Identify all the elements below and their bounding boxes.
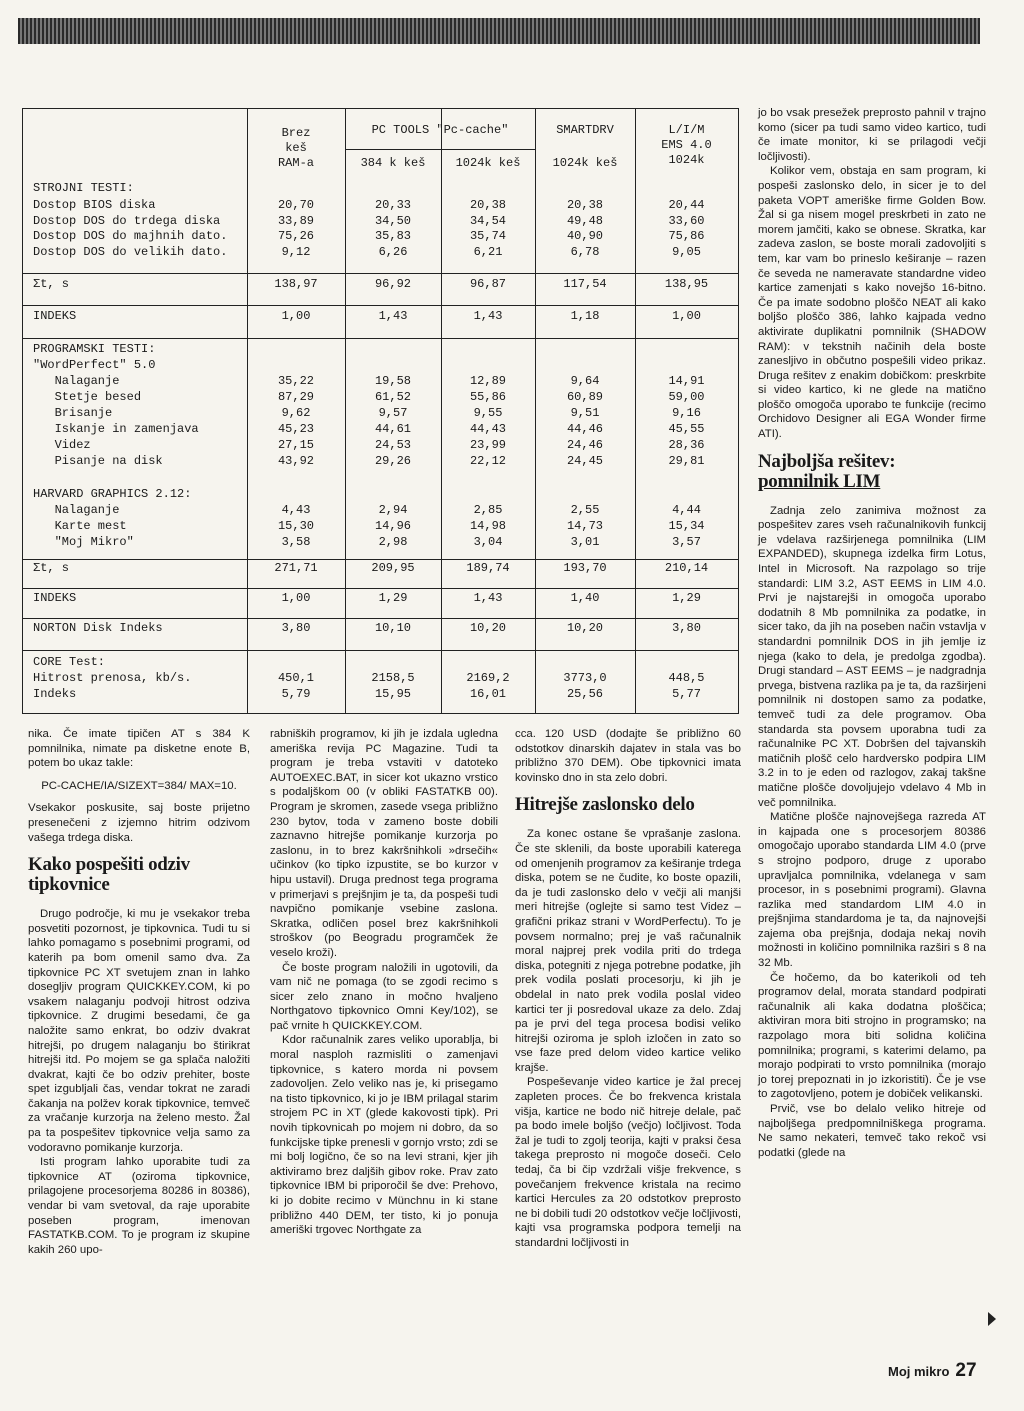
table-row-label: Dostop BIOS diska — [33, 198, 156, 212]
table-cell: 16,01 — [469, 687, 506, 701]
table-cell: 40,90 — [566, 229, 603, 243]
table-cell: 14,98 — [469, 519, 506, 533]
magazine-name: Moj mikro — [888, 1364, 950, 1379]
table-cell: 10,20 — [566, 621, 603, 635]
table-cell: 450,1 — [277, 671, 314, 685]
table-cell: 15,95 — [374, 687, 411, 701]
paragraph: nika. Če imate tipičen AT s 384 K pomnilnika, nimate pa disketne enote B, potem bo ukaz takle: — [28, 728, 250, 770]
table-cell: 193,70 — [563, 561, 607, 575]
table-cell: 33,60 — [668, 214, 705, 228]
table-row-label: Nalaganje — [33, 503, 120, 517]
article-column-2 — [270, 727, 498, 1238]
table-cell: 44,61 — [374, 422, 411, 436]
table-cell: 35,83 — [374, 229, 411, 243]
table-row-label: Brisanje — [33, 406, 113, 420]
table-cell: 210,14 — [664, 561, 709, 575]
table-row-label: Pisanje na disk — [33, 454, 163, 468]
table-cell: 20,38 — [469, 198, 506, 212]
table-cell: 3,80 — [672, 621, 701, 635]
table-row-label: Karte mest — [33, 519, 127, 533]
table-cell: 271,71 — [274, 561, 318, 575]
table-cell: 45,23 — [277, 422, 314, 436]
table-cell: 61,52 — [374, 390, 411, 404]
table-cell: 2,94 — [378, 503, 408, 517]
table-cell: 24,45 — [566, 454, 603, 468]
table-row-label: Dostop DOS do trdega diska — [33, 214, 221, 228]
section-heading: Kako pospešiti odziv tipkovnice — [28, 854, 190, 896]
table-cell: 43,92 — [277, 454, 314, 468]
table-cell: 2,85 — [473, 503, 503, 517]
table-cell: 1,00 — [672, 309, 701, 323]
table-cell: 20,70 — [277, 198, 314, 212]
table-cell: 24,46 — [566, 438, 603, 452]
table-cell: 20,33 — [374, 198, 411, 212]
table-cell: 1,18 — [570, 309, 600, 323]
header-brez-3: RAM-a — [277, 156, 314, 170]
table-row-label: HARVARD GRAPHICS 2.12: — [33, 487, 192, 501]
table-cell: 2,98 — [378, 535, 408, 549]
table-cell: 15,30 — [277, 519, 314, 533]
table-cell: 10,10 — [374, 621, 411, 635]
table-cell: 14,96 — [374, 519, 411, 533]
table-cell: 4,44 — [672, 503, 701, 517]
table-cell: 138,97 — [274, 277, 318, 291]
table-cell: 3,01 — [570, 535, 600, 549]
article-column-1 — [28, 727, 250, 1257]
section-heading: Hitrejše zaslonsko delo — [515, 794, 695, 816]
table-cell: 2169,2 — [466, 671, 510, 685]
table-cell: 9,16 — [672, 406, 701, 420]
table-cell: 4,43 — [281, 503, 311, 517]
paragraph: Kdor računalnik zares veliko uporablja, bi moral nasploh razmisliti o zamenjavi tipkovnice, s katero morda ni povsem zadovoljen. Zelo veliko nas je, ki prisegamo na tisto tipkovnico, ki jo je IBM prilagal starim strojem PC in XT (glede kakovosti tipk). Pri novih tipkovnicah po mojem ni dobro, da so funkcijske tipke prenesli v gornjo vrsto; zdi se mi bolj logično, če so na levi strani, kjer jih aktiviramo brez daljših gibov roke. Prav zato tipkovnice IBM bi priporočil še dve: Prehovo, ki jo dobite recimo v Münchnu in ki stane približno 440 DEM, ter tisto, ki jo ponuja ameriški trgovec Northgate za — [270, 1034, 498, 1237]
table-row-label: Dostop DOS do majhnih dato. — [33, 229, 228, 243]
table-row-label: Indeks — [33, 687, 77, 701]
header-pctools-384: 384 k keš — [360, 156, 426, 170]
table-cell: 6,26 — [378, 245, 408, 259]
table-cell: 12,89 — [469, 374, 506, 388]
paragraph: jo bo vsak presežek preprosto pahnil v trajno komo (sicer pa tudi samo video kartico, tudi če imate monitor, ki se prilagodi večji ločljivosti). — [758, 107, 986, 163]
table-cell: 29,81 — [668, 454, 705, 468]
table-cell: 28,36 — [668, 438, 705, 452]
paragraph: Vsekakor poskusite, saj boste prijetno presenečeni z izjemno hitrim odzivom vašega trdega diska. — [28, 802, 250, 844]
table-cell: 22,12 — [469, 454, 506, 468]
section-heading: Najboljša rešitev: pomnilnik LIM — [758, 450, 896, 492]
table-cell: 3,80 — [281, 621, 311, 635]
table-cell: 49,48 — [566, 214, 603, 228]
table-row-label: PROGRAMSKI TESTI: — [33, 342, 156, 356]
table-cell: 6,78 — [570, 245, 600, 259]
table-cell: 138,95 — [664, 277, 709, 291]
table-cell: 1,00 — [281, 591, 311, 605]
table-row-label: Σt, s — [33, 561, 70, 575]
table-row-label: Σt, s — [33, 277, 70, 291]
table-cell: 3773,0 — [563, 671, 607, 685]
page-number: 27 — [955, 1360, 977, 1381]
table-cell: 9,62 — [281, 406, 311, 420]
table-cell: 5,77 — [672, 687, 701, 701]
table-cell: 27,15 — [277, 438, 314, 452]
table-cell: 9,05 — [672, 245, 701, 259]
table-cell: 60,89 — [566, 390, 603, 404]
table-cell: 9,12 — [281, 245, 311, 259]
table-row-label: CORE Test: — [33, 655, 106, 669]
table-cell: 189,74 — [466, 561, 510, 575]
table-cell: 14,73 — [566, 519, 603, 533]
table-row-label: Iskanje in zamenjava — [33, 422, 199, 436]
paragraph: rabniških programov, ki jih je izdala ugledna ameriška revija PC Magazine. Tudi ta program je treba vstaviti v datoteko AUTOEXEC.BAT, in sicer kot ukazno vrstico s podaljškom 00 (v obliki FASTATKB 00). Program je skromen, zasede vsega približno 230 bytov, toda v zameno boste dobili zaznavno hitrejše pomikanje kurzorja po zaslonu, in to brez kakršnihkoli »drsečih« učinkov (ko tipko izpustite, se bo kurzor v hipu ustavil). Druga prednost tega programa v primerjavi s prejšnjim je ta, da pospeši tudi navpično pomikanje vsebine zaslona. Skratka, odličen posel brez kakršnihkoli stroškov (po Beogradu programček že veselo kroži). — [270, 728, 498, 959]
table-row-label: INDEKS — [33, 591, 77, 605]
table-cell: 29,26 — [374, 454, 411, 468]
table-cell: 25,56 — [566, 687, 603, 701]
table-cell: 24,53 — [374, 438, 411, 452]
table-cell: 448,5 — [668, 671, 705, 685]
table-cell: 14,91 — [668, 374, 705, 388]
paragraph: Drugo področje, ki mu je vsekakor treba posvetiti pozornost, je tipkovnica. Tudi tu si lahko pomagamo s posebnimi programi, od katerih pa bom omenil samo dva. Za tipkovnice PC XT svetujem znan in lahko dosegljiv program QUICKKEY.COM, ki po vsakem nalaganju podvoji hitrost odziva tipkovnice. Z drugimi besedami, če ga naložite samo enkrat, bo odziv dvakrat hitrejši, po drugem nalaganju bo štirikrat hitrejši itd. Po mojem se ga splača naložiti dvakrat, kajti če bo odziv prehiter, boste spet izgubljali čas, vendar tokrat ne zaradi čakanja na polžev korak tipkovnice, temveč za vračanje kurzorja na želeno mesto. Žal pa ta pospešitev tipkovnice velja samo za vodoravno pomikanje kurzorja. — [28, 908, 250, 1154]
header-smartdrv-sub: 1024k keš — [552, 156, 618, 170]
table-cell: 9,64 — [570, 374, 600, 388]
table-cell: 87,29 — [277, 390, 314, 404]
table-cell: 44,46 — [566, 422, 603, 436]
table-row-label: STROJNI TESTI: — [33, 181, 134, 195]
table-row-label: NORTON Disk Indeks — [33, 621, 163, 635]
table-cell: 35,74 — [469, 229, 506, 243]
table-cell: 3,58 — [281, 535, 311, 549]
table-cell: 34,50 — [374, 214, 411, 228]
table-cell: 96,92 — [374, 277, 411, 291]
paragraph: Prvič, vse bo delalo veliko hitreje od najboljšega predpomnilniškega programa. Ne samo nekateri, temveč tako rekoč vsi podatki (glede na — [758, 1103, 986, 1159]
paragraph: cca. 120 USD (dodajte še približno 60 odstotkov dinarskih dajatev in stala vas bo približno 370 DEM). Obe tipkovnici imata kovinsko dno in sta zelo dobri. — [515, 728, 741, 784]
top-banner-bar — [18, 18, 980, 44]
header-lim-1: L/I/M — [668, 123, 705, 137]
table-cell: 6,21 — [473, 245, 503, 259]
benchmark-table — [22, 108, 739, 714]
table-cell: 59,00 — [668, 390, 705, 404]
article-column-4 — [758, 106, 986, 1160]
table-cell: 75,86 — [668, 229, 705, 243]
header-smartdrv: SMARTDRV — [556, 123, 614, 137]
table-cell: 45,55 — [668, 422, 705, 436]
paragraph: Če hočemo, da bo katerikoli od teh programov delal, morata standard podpirati računalnik ali kaka dodatna ploščica; aktiviran mora biti strojno in programsko; na razpolago mora biti solidna količina pomnilnika; programi, s katerimi delamo, pa morajo podpirati to vrsto pomnilnika (morajo jo torej prepoznati in jo izkoristiti). Če je vse to zagotovljeno, potem je dobiček velikanski. — [758, 971, 986, 1101]
table-row-label: "Moj Mikro" — [33, 535, 134, 549]
table-cell: 1,43 — [378, 309, 408, 323]
table-cell: 3,04 — [473, 535, 503, 549]
table-cell: 117,54 — [563, 277, 607, 291]
paragraph: Matične plošče najnovejšega razreda AT in kajpada one s procesorjem 80386 omogočajo uporabo standarda LIM 4.0 (prve s strojno podporo, druge z uporabo upravljalca pomnilnika, vdelanega v sam procesor, in s posebnimi programi). Glavna razlika med standardom LIM 4.0 in prejšnjima standardoma je ta, da najnovejši zajema oba prejšnja, dodaja nekaj novih možnosti in količino pomnilnika razširi s 8 na 32 Mb. — [758, 811, 986, 970]
table-row-label: Dostop DOS do velikih dato. — [33, 245, 228, 259]
continue-arrow-icon — [988, 1312, 996, 1326]
header-lim-2: EMS 4.0 — [661, 138, 712, 152]
table-cell: 1,43 — [473, 309, 503, 323]
table-cell: 2158,5 — [371, 671, 415, 685]
table-row-label: Hitrost prenosa, kb/s. — [33, 671, 192, 685]
paragraph: Isti program lahko uporabite tudi za tipkovnice AT (oziroma tipkovnice, prilagojene procesorjema 80286 in 80386), vendar bi vam svetoval, da raje uporabite poseben program, imenovan FASTATKB.COM. To je program iz skupine kakih 260 upo- — [28, 1156, 250, 1256]
paragraph: Zadnja zelo zanimiva možnost za pospešitev zares vseh računalnikovih funkcij je vdelava razširjenega pomnilnika (LIM EXPANDED), skupnega izdelka firm Lotus, Intel in Microsoft. Na razpolago so trije standardi: LIM 3.2, AST EEMS in LIM 4.0. Prvi je najstarejši in omogoča uporabo dodatnih 8 Mb pomnilnika za podatke, in sicer tako, da jih na poseben način vstavlja v standardni pomnilnik DOS in jih jemlje iz njega (kako to dela, je predolga zgodba). Drugi standard – AST EEMS – je nadgradnja prvega, bistvena razlika pa je ta, da razširjeni pomnilnik ni dostopen samo za podatke, temveč tudi za dele programov. Oba standarda sta povsem uporabna tudi za računalnike PC XT. Dobršen del tajvanskih matičnih plošč celo hardversko podpira LIM 3.2 in to je eden od razlogov, zakaj takšne matične plošče dovoljujejo vdelavo 4 Mb in več pomnilnika. — [758, 504, 986, 809]
table-cell: 9,57 — [378, 406, 408, 420]
table-cell: 20,44 — [668, 198, 705, 212]
table-cell: 96,87 — [469, 277, 506, 291]
table-row-label: "WordPerfect" 5.0 — [33, 358, 156, 372]
paragraph: Če boste program naložili in ugotovili, da vam nič ne pomaga (to se zgodi recimo s sicer zelo znano in močno hvaljeno Northgatovo tipkovnico Omni Key/102), se pač vrnite h QUICKKEY.COM. — [270, 961, 498, 1032]
table-cell: 19,58 — [374, 374, 411, 388]
table-cell: 55,86 — [469, 390, 506, 404]
table-row-label: Stetje besed — [33, 390, 142, 404]
table-cell: 33,89 — [277, 214, 314, 228]
page-footer — [888, 1360, 977, 1382]
table-cell: 15,34 — [668, 519, 705, 533]
table-cell: 1,43 — [473, 591, 503, 605]
header-lim-3: 1024k — [668, 153, 705, 167]
table-cell: 1,40 — [570, 591, 600, 605]
table-row-label: Videz — [33, 438, 91, 452]
header-brez-2: keš — [285, 141, 307, 155]
table-cell: 5,79 — [281, 687, 311, 701]
table-cell: 44,43 — [469, 422, 506, 436]
table-cell: 75,26 — [277, 229, 314, 243]
paragraph: Pospeševanje video kartice je žal precej zapleten proces. Če bo frekvenca kristala višja, kartice ne bodo nič hitreje delale, pač pa bodo imele boljšo (večjo) ločljivost. Toda žal je tudi to zgolj teorija, kajti v praksi česa takega preprosto ni mogoče doseči. Celo tedaj, ča bi čip vzdržali višje frekvence, s povečanjem frekvence kristala na recimo kartici Hercules za 20 odstotkov preprosto ne bi dobili tudi 20 odstotkov večje ločljivosti, kajti vsa programska podpora temelji na standardni ločljivosti in — [515, 1076, 741, 1249]
header-pctools: PC TOOLS "Pc-cache" — [371, 123, 509, 137]
header-pctools-1024: 1024k keš — [455, 156, 521, 170]
table-cell: 1,00 — [281, 309, 311, 323]
table-cell: 1,29 — [672, 591, 701, 605]
paragraph: Za konec ostane še vprašanje zaslona. Če ste sklenili, da boste uporabili katerega od omenjenih programov za keširanje trdega diska, potem se ne čudite, ko boste opazili, da je tudi zaslonsko delo v večji ali manjši meri hitrejše (oglejte si samo test Videz – grafični prikaz strani v WordPerfectu). To je povsem normalno; prej je vaš računalnik moral najprej prek vodila priti do trdega diska, potegniti z njega potrebne podatke, jih prek vodila poslati procesorju, ki jih je obdelal in nato prek vodila poslal video kartici ter ji posredoval ukaze za delo. Zdaj pa je prvi del tega procesa bodisi veliko hitrejši oziroma je sploh izločen in zato so vse faze pred delom video kartice veliko krajše. — [515, 828, 741, 1074]
table-cell: 23,99 — [469, 438, 506, 452]
command-line: PC-CACHE/IA/SIZEXT=384/ MAX=10. — [41, 779, 237, 792]
table-cell: 20,38 — [566, 198, 603, 212]
header-brez-1: Brez — [281, 126, 311, 140]
table-cell: 9,51 — [570, 406, 600, 420]
table-cell: 3,57 — [672, 535, 701, 549]
article-column-3 — [515, 727, 741, 1251]
table-cell: 34,54 — [469, 214, 506, 228]
table-cell: 9,55 — [473, 406, 503, 420]
table-cell: 10,20 — [469, 621, 506, 635]
table-cell: 2,55 — [570, 503, 600, 517]
table-cell: 209,95 — [371, 561, 415, 575]
table-row-label: INDEKS — [33, 309, 77, 323]
paragraph: Kolikor vem, obstaja en sam program, ki pospeši zaslonsko delo, in sicer je to del paketa VOPT ameriške firme Golden Bow. Žal si ga nisem mogel preskrbeti in zato ne morem jamčiti, kako se obnese. Skratka, kar zadeva zaslon, se boste morali zadovoljiti s tem, kar vam bo prineslo keširanje – razen če seveda ne nameravate standardne video kartice zamenjati s kako novejšo 16-bitno. Če pa imate sodobno ploščo NEAT ali kako boljšo ploščo 386, lahko kajpada vedno aktivirate duplikatni pomnilnik (SHADOW RAM): v tekstnih načinih dela boste zanesljivo in občutno pospešili video prikaz. Druga rešitev z enakim dobičkom: preskrbite si video kartico, ki ne glede na matično ploščo omogoča uporabo te funkcije (recimo Orchidovo Designer ali EGA Wonder firme ATI). — [758, 165, 986, 441]
table-cell: 35,22 — [277, 374, 314, 388]
table-cell: 1,29 — [378, 591, 408, 605]
table-row-label: Nalaganje — [33, 374, 120, 388]
